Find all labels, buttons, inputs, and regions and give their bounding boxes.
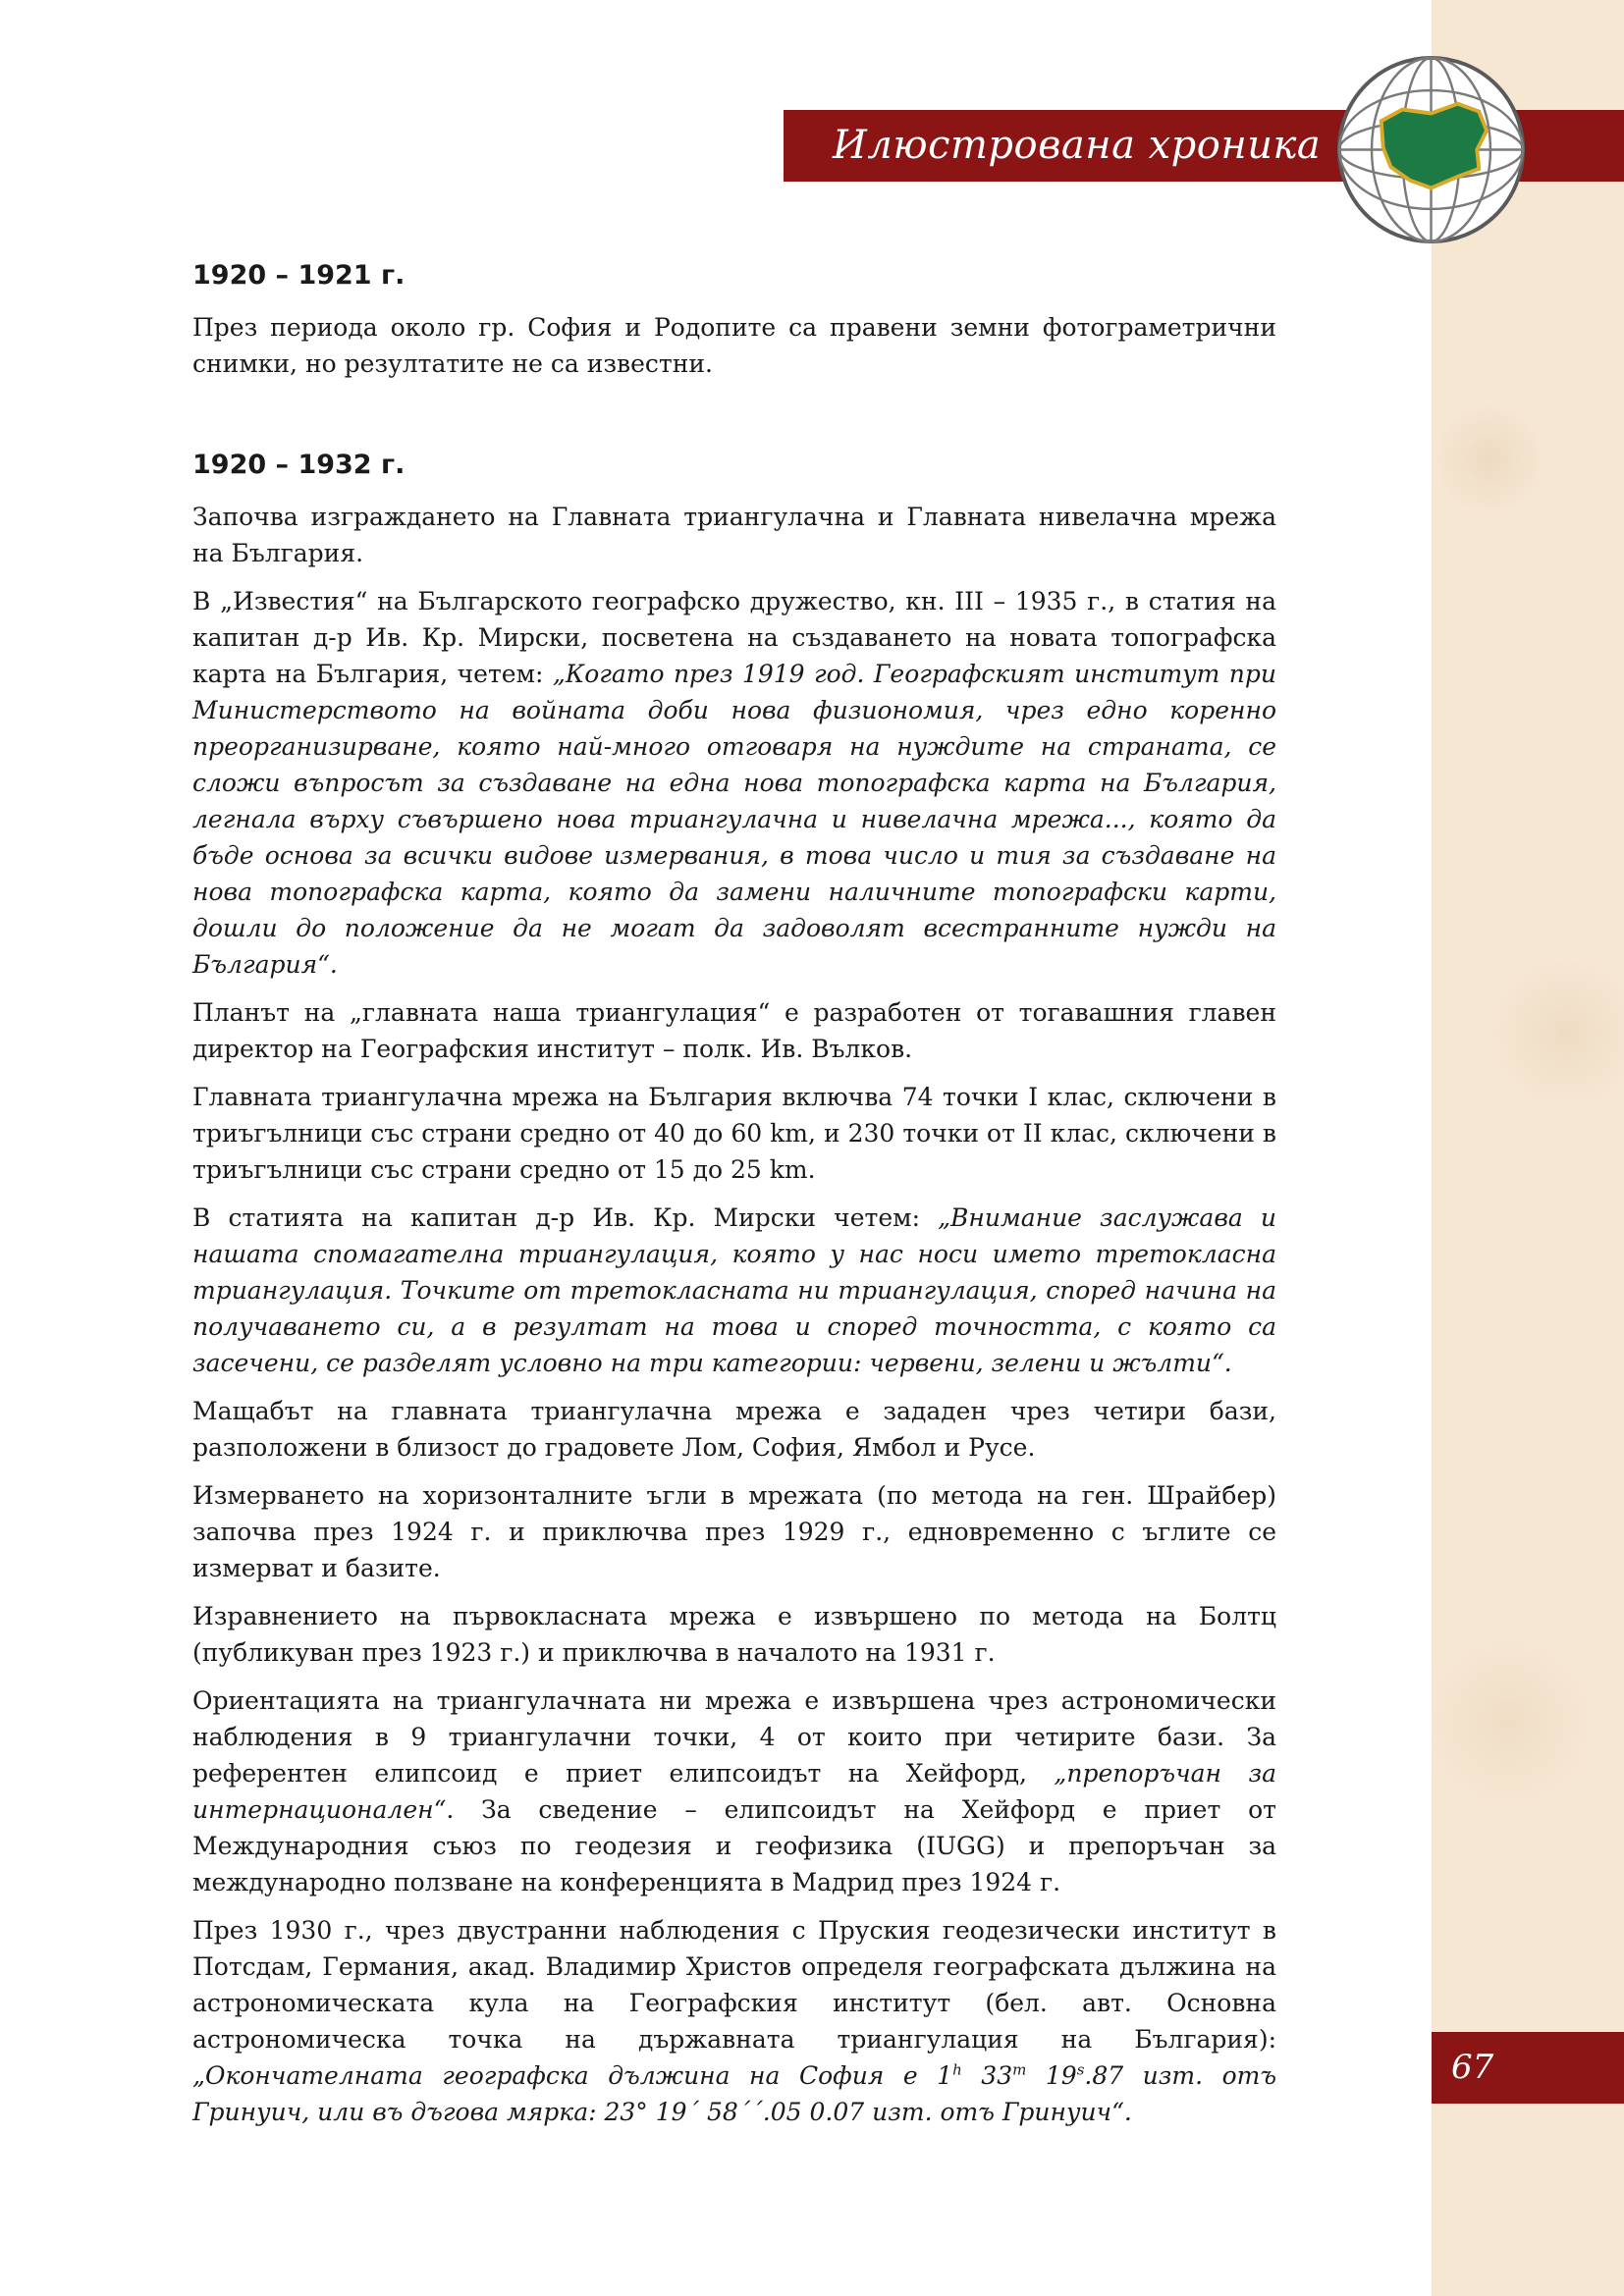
side-decorative-strip [1432, 0, 1624, 2296]
paragraph: Главната триангулачна мрежа на България включва 74 точки I клас, сключени в триъгълници със страни средно от 40 до 60 km, и 230 точки от II клас, сключени в триъгълници със страни средно от 15 до 25 km. [192, 1083, 1276, 1184]
section-heading-1920-1932: 1920 – 1932 г. [192, 450, 406, 480]
paragraph: Изравнението на първокласната мрежа е извършено по метода на Болтц (публикуван през 1923 г.) и приключва в началото на 1931 г. [192, 1602, 1276, 1667]
paragraph: Планът на „главната наша триангулация“ е разработен от тогавашния главен директор на Географския институт – полк. Ив. Вълков. [192, 998, 1276, 1063]
paragraph-longitude: През 1930 г., чрез двустранни наблюдения с Пруския геодезически институт в Потсдам, Германия, акад. Владимир Христов определя географската дължина на астрономическата кула на Географския институт (бел. авт. Основна астрономическа точка на държавната триангулация на България): „Окончателната географска дължина на София е 1$^h$ 33$^m$ 19$^s$.87 изт. отъ Гринуич, или въ дъгова мярка: 23° 19´ 58´´.05 0.07 изт. отъ Гринуич“. [192, 1916, 1276, 2126]
quote: „препоръчан за интернационален“ [192, 1759, 1276, 1824]
paragraph-ellipsoid: Ориентацията на триангулачната ни мрежа е извършена чрез астрономически наблюдения в 9 триангулачни точки, 4 от които при четирите бази. За референтен елипсоид е приет елипсоидът на Хейфорд, „препоръчан за интернационален“. За сведение – елипсоидът на Хейфорд е приет от Международния съюз по геодезия и геофизика (IUGG) и препоръчан за международно ползване на конференцията в Мадрид през 1924 г. [192, 1686, 1276, 1896]
paragraph-izvestia-quote: В „Известия“ на Българското географско дружество, кн. III – 1935 г., в статия на капитан д-р Ив. Кр. Мирски, посветена на създаването на новата топографска карта на България, четем: „Когато през 1919 год. Географският институт при Министерството на войната доби нова физиономия, чрез едно коренно преорганизирване, която най-много отговаря на нуждите на страната, се сложи въпросът за създаване на една нова топографска карта на България, легнала върху съвършено нова триангулачна и нивелачна мрежа..., която да бъде основа за всички видове измервания, в това число и тия за създаване на нова топографска карта, която да замени наличните топографски карти, дошли до положение да не могат да задоволят всестранните нужди на България“. [192, 587, 1276, 979]
quote: „Окончателната географска дължина на София е 1$^h$ 33$^m$ 19$^s$.87 изт. отъ Гринуич, или въ дъгова мярка: 23° 19´ 58´´.05 0.07 изт. отъ Гринуич“. [192, 2060, 1276, 2126]
page-header-title: Илюстрована хроника [833, 123, 1322, 168]
paragraph-mirski-quote: В статията на капитан д-р Ив. Кр. Мирски четем: „Внимание заслужава и нашата спомагателна триангулация, която у нас носи името третокласна триангулация. Точките от третокласната ни триангулация, според начина на получаването си, а в резултат на това и според точността, с която са засечени, се разделят условно на три категории: червени, зелени и жълти“. [192, 1203, 1276, 1377]
section-heading-1920-1921: 1920 – 1921 г. [192, 260, 406, 291]
document-body [192, 257, 1276, 2142]
quote: „Когато през 1919 год. Географският институт при Министерството на войната доби нова физиономия, чрез едно коренно преорганизирване, която най-много отговаря на нуждите на страната, се сложи въпросът за създаване на една нова топографска карта на България, легнала върху съвършено нова триангулачна и нивелачна мрежа..., която да бъде основа за всички видове измервания, в това число и тия за създаване на нова топографска карта, която да замени наличните топографски карти, дошли до положение да не могат да задоволят всестранните нужди на България“. [192, 660, 1276, 979]
paragraph: Започва изграждането на Главната триангулачна и Главната нивелачна мрежа на България. [192, 503, 1276, 567]
paragraph: Мащабът на главната триангулачна мрежа е зададен чрез четири бази, разположени в близост до градовете Лом, София, Ямбол и Русе. [192, 1397, 1276, 1462]
paragraph: През периода около гр. София и Родопите са правени земни фотограметрични снимки, но резултатите не са известни. [192, 313, 1276, 378]
globe-logo-icon [1335, 54, 1527, 245]
quote: „Внимание заслужава и нашата спомагателна триангулация, която у нас носи името третокласна триангулация. Точките от третокласната ни триангулация, според начина на получаването си, а в резултат на това и според точността, с която са засечени, се разделят условно на три категории: червени, зелени и жълти“. [192, 1203, 1276, 1377]
paragraph: Измерването на хоризонталните ъгли в мрежата (по метода на ген. Шрайбер) започва през 1924 г. и приключва през 1929 г., едновременно с ъглите се измерват и базите. [192, 1481, 1276, 1582]
page-number: 67 [1451, 2048, 1494, 2087]
